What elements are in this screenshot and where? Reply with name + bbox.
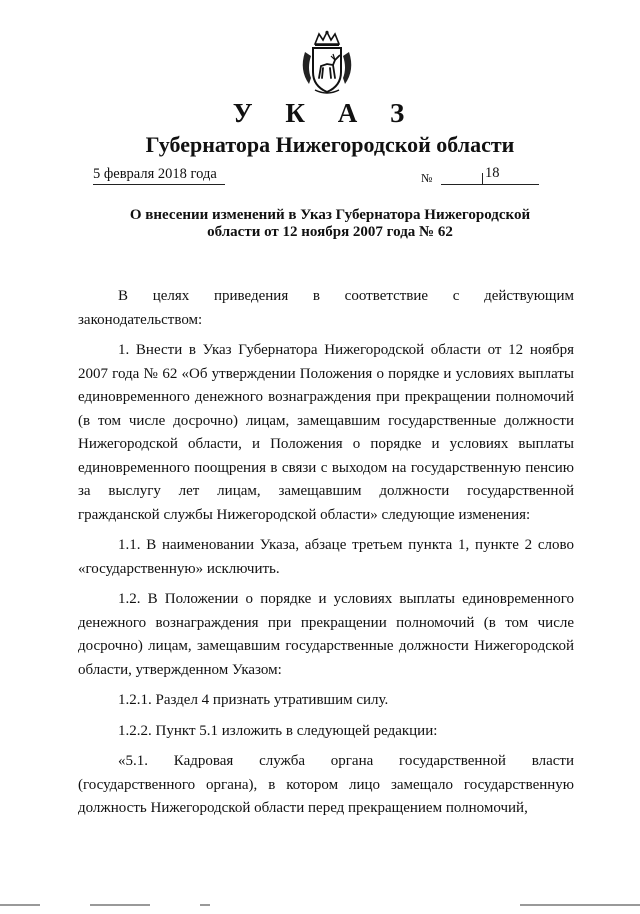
number-label: № bbox=[421, 171, 433, 185]
decree-date: 5 февраля 2018 года bbox=[93, 166, 217, 182]
heading-line-1: О внесении изменений в Указ Губернатора Нижегородской bbox=[129, 207, 531, 223]
number-underline bbox=[441, 184, 539, 185]
decree-number: 18 bbox=[485, 165, 500, 181]
paragraph-item-1: 1. Внести в Указ Губернатора Нижегородской области от 12 ноября 2007 года № 62 «Об утверждении Положения о порядке и условиях выплаты единовременного денежного вознаграждения при прекращении полномочий (в том числе досрочно) лицам, замещавшим государственные должности Нижегородской области, и Положения о порядке и условиях выплаты единовременного поощрения в связи с выходом на государственную пенсию за выслугу лет лицам, замещавшим должности государственной гражданской службы Нижегородской области» следующие изменения: bbox=[78, 342, 574, 523]
number-tick-mark bbox=[482, 173, 483, 184]
paragraph-item-1-2-2: 1.2.2. Пункт 5.1 изложить в следующей редакции: bbox=[118, 722, 438, 739]
date-underline bbox=[93, 184, 225, 185]
document-heading bbox=[100, 207, 560, 241]
paragraph-item-5-1: «5.1. Кадровая служба органа государственной власти (государственного органа), в котором лицо замещало государственную должность Нижегородской области перед прекращением полномочий, bbox=[78, 753, 574, 816]
scan-edge-marks bbox=[0, 896, 640, 905]
paragraph-preamble: В целях приведения в соответствие с действующим законодательством: bbox=[78, 288, 574, 328]
paragraph-item-1-2: 1.2. В Положении о порядке и условиях выплаты единовременного денежного вознаграждения при прекращении полномочий (в том числе досрочно) лицам, замещавшим государственные должности Нижегородской области, утвержденном Указом: bbox=[78, 591, 574, 678]
decree-issuer: Губернатора Нижегородской области bbox=[145, 132, 515, 157]
coat-of-arms-icon bbox=[297, 30, 357, 96]
decree-title: У К А З bbox=[232, 98, 418, 128]
document-body bbox=[78, 285, 574, 821]
heading-line-2: области от 12 ноября 2007 года № 62 bbox=[207, 224, 453, 240]
paragraph-item-1-1: 1.1. В наименовании Указа, абзаце третьем пункта 1, пункте 2 слово «государственную» исключить. bbox=[78, 537, 574, 577]
paragraph-item-1-2-1: 1.2.1. Раздел 4 признать утратившим силу. bbox=[118, 692, 389, 708]
